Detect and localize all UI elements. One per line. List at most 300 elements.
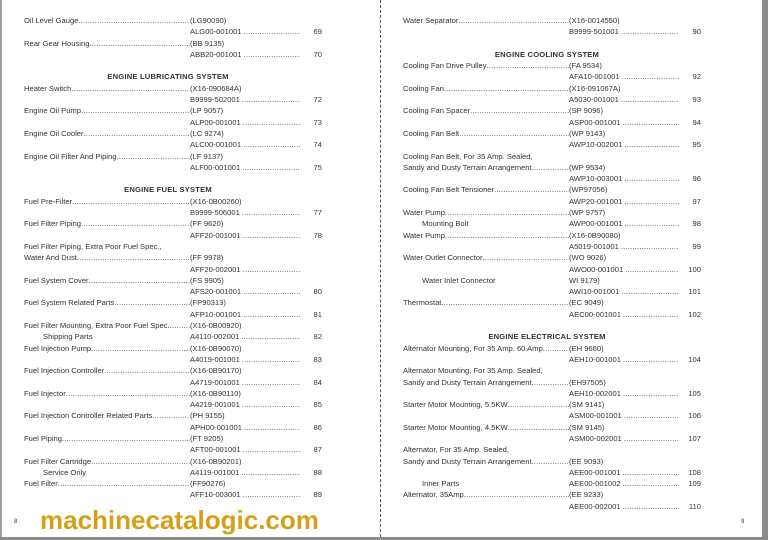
dot-leader	[623, 478, 679, 489]
entry-title-cell	[403, 71, 569, 82]
entry-title-cell	[24, 139, 190, 150]
entry-title-cell	[403, 501, 569, 512]
page-reference[interactable]	[679, 377, 701, 388]
dot-leader	[543, 343, 569, 354]
entry-title[interactable]: Fuel Piping	[24, 433, 62, 443]
page-reference[interactable]: 97	[692, 196, 701, 206]
page-reference[interactable]	[679, 105, 701, 116]
page-reference[interactable]: 70	[313, 49, 322, 59]
page-reference[interactable]	[300, 297, 322, 308]
entry-title-cell	[403, 444, 569, 455]
page-divider	[380, 0, 381, 537]
page-reference[interactable]: 94	[692, 117, 701, 127]
page-number-left: 8	[14, 519, 18, 525]
page-reference[interactable]: 110	[688, 501, 701, 511]
page-reference[interactable]	[300, 252, 322, 263]
part-code: B9999-501001	[569, 27, 619, 37]
entry-title-cell	[24, 275, 190, 286]
entry-title-cell	[403, 388, 569, 399]
entry-title-cell	[403, 343, 569, 354]
index-entry	[403, 297, 703, 308]
part-code: AEE00-001001	[569, 467, 621, 477]
entry-title[interactable]: Heater Switch	[24, 83, 72, 93]
entry-title[interactable]: Fuel Filter Piping	[24, 219, 81, 229]
page-reference[interactable]: 102	[688, 309, 701, 319]
page-reference[interactable]: 101	[688, 287, 701, 297]
part-code: (X16-090684A)	[190, 83, 242, 93]
page-reference[interactable]: 78	[313, 230, 322, 240]
dot-leader	[89, 275, 190, 286]
entry-title[interactable]: Fuel System Cover	[24, 275, 89, 285]
entry-title-cell	[403, 139, 569, 150]
part-code: (X16-0B00260)	[190, 196, 242, 206]
entry-code-cell	[190, 467, 300, 478]
dot-leader	[242, 94, 300, 105]
entry-title[interactable]: Alternator, 35Amp	[403, 490, 464, 500]
page-reference[interactable]: 99	[692, 241, 701, 251]
entry-title[interactable]: Mounting Bolt	[422, 219, 469, 229]
page-reference[interactable]	[679, 365, 701, 376]
dot-leader	[624, 433, 679, 444]
dot-leader	[242, 207, 300, 218]
entry-code-cell	[569, 467, 679, 478]
entry-title-cell	[403, 275, 569, 286]
dot-leader	[242, 399, 300, 410]
entry-code-cell	[190, 399, 300, 410]
section-heading: ENGINE COOLING SYSTEM	[494, 49, 600, 59]
page-reference[interactable]	[679, 399, 701, 410]
entry-title[interactable]: Fuel Injection Controller Related Parts	[24, 411, 153, 421]
page-reference[interactable]: 89	[313, 490, 322, 500]
entry-code-cell	[569, 388, 679, 399]
dot-leader	[244, 422, 300, 433]
page-reference[interactable]: 107	[688, 433, 701, 443]
index-entry	[403, 184, 703, 195]
part-code: (LF 9137)	[190, 151, 223, 161]
page-reference[interactable]	[679, 83, 701, 94]
index-entry	[403, 151, 703, 162]
part-code: (X16-0014550)	[569, 16, 620, 25]
dot-leader	[84, 128, 190, 139]
entry-title[interactable]: Fuel Pre-Filter	[24, 196, 73, 206]
blank-line	[24, 173, 324, 184]
entry-title[interactable]: Cooling Fan Belt Tensioner	[403, 185, 495, 195]
page-reference[interactable]	[679, 297, 701, 308]
entry-title[interactable]: Shipping Parts	[43, 332, 93, 342]
index-entry	[24, 117, 324, 128]
page-reference[interactable]	[300, 38, 322, 49]
dot-leader	[624, 410, 679, 421]
page-reference[interactable]	[679, 275, 701, 286]
entry-code-cell	[190, 478, 300, 489]
part-code: (LC 9274)	[190, 128, 224, 138]
dot-leader	[623, 354, 679, 365]
entry-title[interactable]: Sandy and Dusty Terrain Arrangement	[403, 377, 532, 387]
dot-leader	[445, 207, 569, 218]
page-reference[interactable]	[300, 83, 322, 94]
part-code: APH00-001001	[190, 422, 242, 432]
page-reference[interactable]: 69	[313, 27, 322, 37]
page-reference[interactable]	[300, 410, 322, 421]
page-reference[interactable]	[300, 343, 322, 354]
entry-title[interactable]: Alternator, For 35 Amp. Sealed,	[403, 445, 509, 455]
page-reference[interactable]	[679, 489, 701, 500]
entry-code-cell	[569, 241, 679, 252]
part-code: AWI10-001001	[569, 287, 620, 297]
entry-title-cell	[403, 489, 569, 500]
part-code: (FF 9978)	[190, 253, 224, 263]
entry-title[interactable]: Cooling Fan Drive Pulley	[403, 61, 487, 71]
index-entry	[24, 444, 324, 455]
dot-leader	[444, 83, 569, 94]
entry-title[interactable]: Rear Gear Housing	[24, 38, 90, 48]
part-code: AWP10-002001	[569, 140, 623, 150]
page-reference[interactable]	[300, 151, 322, 162]
page-reference[interactable]	[300, 264, 322, 275]
entry-code-cell	[190, 139, 300, 150]
index-entry	[403, 354, 703, 365]
entry-code-cell	[190, 297, 300, 308]
index-entry	[24, 139, 324, 150]
dot-leader	[170, 320, 190, 331]
page-reference[interactable]	[300, 128, 322, 139]
entry-title[interactable]: Water Pump	[403, 230, 445, 240]
index-entry	[24, 275, 324, 286]
page-reference[interactable]: 100	[688, 264, 701, 274]
page-reference[interactable]	[300, 388, 322, 399]
index-entry	[24, 196, 324, 207]
dot-leader	[622, 71, 679, 82]
page-reference[interactable]: 85	[313, 400, 322, 410]
entry-title-cell	[24, 151, 190, 162]
entry-title[interactable]: Water And Dust	[24, 253, 77, 263]
entry-code-cell	[569, 489, 679, 500]
page-reference[interactable]: 96	[692, 174, 701, 184]
part-code: AFF20-002001	[190, 264, 241, 274]
entry-title-cell	[403, 207, 569, 218]
section-heading: ENGINE LUBRICATING SYSTEM	[107, 72, 229, 82]
entry-title-cell	[403, 173, 569, 184]
entry-title-cell	[403, 399, 569, 410]
page-reference[interactable]: 92	[692, 72, 701, 82]
page-reference[interactable]: 83	[313, 354, 322, 364]
part-code: ASM00-002001	[569, 433, 622, 443]
page-reference[interactable]: 93	[692, 95, 701, 105]
entry-title-cell	[403, 83, 569, 94]
part-code: B9999-506001	[190, 208, 240, 218]
dot-leader	[624, 139, 679, 150]
entry-code-cell	[569, 478, 679, 489]
entry-title-cell	[403, 309, 569, 320]
entry-title-cell	[24, 49, 190, 60]
index-entry	[24, 286, 324, 297]
scrollbar[interactable]	[762, 0, 768, 540]
entry-title-cell	[24, 422, 190, 433]
page-reference[interactable]: 75	[313, 162, 322, 172]
page-reference[interactable]: 84	[313, 377, 322, 387]
left-page-index	[24, 15, 324, 501]
page-reference[interactable]	[679, 207, 701, 218]
dot-leader	[62, 433, 190, 444]
page-reference[interactable]	[300, 105, 322, 116]
part-code: ALP00-001001	[190, 117, 241, 127]
index-entry	[403, 230, 703, 241]
page-reference[interactable]: 108	[688, 467, 701, 477]
part-code: (FS 9905)	[190, 275, 224, 285]
entry-title-cell	[403, 105, 569, 116]
page-reference[interactable]: 74	[313, 140, 322, 150]
entry-code-cell	[569, 15, 679, 26]
entry-title[interactable]: Alternator Mounting, For 35 Amp. 60 Amp	[403, 343, 543, 353]
page-reference[interactable]	[679, 162, 701, 173]
dot-leader	[624, 173, 679, 184]
entry-title-cell	[24, 196, 190, 207]
index-entry	[403, 139, 703, 150]
entry-title-cell	[403, 162, 569, 173]
page-reference[interactable]	[300, 433, 322, 444]
dot-leader	[77, 252, 190, 263]
entry-title[interactable]: Cooling Fan	[403, 83, 444, 93]
index-entry	[24, 410, 324, 421]
dot-leader	[104, 365, 190, 376]
page-reference[interactable]	[679, 60, 701, 71]
entry-title[interactable]: Cooling Fan Belt	[403, 128, 460, 138]
entry-code-cell	[569, 433, 679, 444]
part-code: A4119-001001	[190, 467, 240, 477]
entry-title[interactable]: Fuel Injector	[24, 388, 66, 398]
page-reference[interactable]: 80	[313, 287, 322, 297]
part-code: (EE 9233)	[569, 490, 604, 500]
page-reference[interactable]: 106	[688, 411, 701, 421]
page-reference[interactable]: 105	[688, 388, 701, 398]
entry-title-cell	[24, 433, 190, 444]
page-reference[interactable]	[300, 456, 322, 467]
entry-code-cell	[569, 264, 679, 275]
entry-title-cell	[24, 207, 190, 218]
page-reference[interactable]	[679, 230, 701, 241]
entry-code-cell	[190, 26, 300, 37]
page-reference[interactable]: 95	[692, 140, 701, 150]
dot-leader	[241, 331, 300, 342]
part-code: (LP 9057)	[190, 106, 224, 116]
entry-title-cell	[24, 218, 190, 229]
entry-title[interactable]: Oil Level Gauge	[24, 16, 79, 25]
entry-title-cell	[24, 105, 190, 116]
entry-title[interactable]: Engine Oil Cooler	[24, 128, 84, 138]
entry-code-cell	[569, 162, 679, 173]
page-reference[interactable]: 104	[688, 354, 701, 364]
page-reference[interactable]	[679, 128, 701, 139]
page-reference[interactable]	[300, 15, 322, 26]
part-code: (WP 9143)	[569, 128, 606, 138]
entry-code-cell	[569, 218, 679, 229]
section-heading: ENGINE ELECTRICAL SYSTEM	[488, 332, 606, 342]
page-reference[interactable]	[300, 320, 322, 331]
entry-title[interactable]: Thermostat	[403, 298, 442, 308]
page-reference[interactable]	[679, 422, 701, 433]
entry-title[interactable]: Water Separator	[403, 16, 459, 25]
part-code: AWP10-003001	[569, 174, 623, 184]
entry-code-cell	[190, 94, 300, 105]
dot-leader	[445, 230, 569, 241]
entry-title-cell	[24, 467, 190, 478]
entry-title[interactable]: Fuel System Related Parts	[24, 298, 115, 308]
part-code: AFF20-001001	[190, 230, 241, 240]
part-code: A5030-001001	[569, 95, 619, 105]
page-reference[interactable]	[679, 343, 701, 354]
entry-title-cell	[403, 128, 569, 139]
page-reference[interactable]	[300, 196, 322, 207]
entry-title[interactable]: Fuel Filter Piping, Extra Poor Fuel Spec.,	[24, 241, 162, 251]
page-reference[interactable]: 90	[692, 27, 701, 37]
entry-title-cell	[24, 478, 190, 489]
dot-leader	[621, 94, 679, 105]
page-reference[interactable]: 81	[313, 309, 322, 319]
entry-title-cell	[24, 320, 190, 331]
page-reference[interactable]: 77	[313, 208, 322, 218]
entry-code-cell	[569, 399, 679, 410]
page-reference[interactable]	[679, 15, 701, 26]
index-entry	[403, 501, 703, 512]
entry-title[interactable]: Sandy and Dusty Terrain Arrangement	[403, 162, 532, 172]
index-entry	[403, 275, 703, 286]
part-code: AEH10-001001	[569, 354, 621, 364]
index-entry	[403, 264, 703, 275]
dot-leader	[621, 26, 679, 37]
entry-code-cell	[190, 218, 300, 229]
entry-title-cell	[24, 365, 190, 376]
part-code: AEH10-002001	[569, 388, 621, 398]
entry-title-cell	[24, 388, 190, 399]
index-entry	[24, 365, 324, 376]
entry-code-cell	[569, 410, 679, 421]
entry-code-cell	[569, 71, 679, 82]
entry-title[interactable]: Fuel Filter Mounting, Extra Poor Fuel Spec.	[24, 321, 170, 331]
page-reference[interactable]	[300, 478, 322, 489]
entry-title[interactable]: Alternator Mounting, For 35 Amp. Sealed,	[403, 366, 543, 376]
entry-title-cell	[24, 83, 190, 94]
dot-leader	[623, 501, 679, 512]
index-entry	[24, 264, 324, 275]
part-code: (FF 9620)	[190, 219, 224, 229]
page-reference[interactable]	[679, 184, 701, 195]
page-reference[interactable]: 98	[692, 219, 701, 229]
entry-title-cell	[24, 354, 190, 365]
entry-title[interactable]: Sandy and Dusty Terrain Arrangement	[403, 456, 532, 466]
page-reference[interactable]: 109	[688, 479, 701, 489]
index-entry	[24, 433, 324, 444]
part-code: (WP 9534)	[569, 162, 606, 172]
dot-leader	[494, 184, 569, 195]
index-entry	[24, 241, 324, 252]
page-reference[interactable]	[300, 241, 322, 252]
entry-title[interactable]: Starter Motor Mounting, 4.5KW	[403, 422, 508, 432]
index-entry	[403, 399, 703, 410]
part-code: (EE 9093)	[569, 456, 604, 466]
entry-title[interactable]: Fuel Filter	[24, 479, 58, 489]
entry-title[interactable]: Fuel Filter Cartridge	[24, 456, 92, 466]
entry-title-cell	[403, 15, 569, 26]
right-page-index	[403, 15, 703, 512]
entry-title[interactable]: Water Inlet Connector	[422, 275, 496, 285]
page-reference[interactable]	[679, 444, 701, 455]
blank-line	[24, 60, 324, 71]
entry-title[interactable]: Water Outlet Connector	[403, 253, 483, 263]
dot-leader	[508, 399, 569, 410]
entry-title[interactable]: Cooling Fan Spacer	[403, 106, 471, 116]
entry-title[interactable]: Fuel Injection Pump	[24, 343, 92, 353]
index-entry	[403, 444, 703, 455]
entry-title[interactable]: Service Only	[43, 467, 87, 477]
entry-code-cell	[190, 354, 300, 365]
page-reference[interactable]	[679, 151, 701, 162]
index-entry	[403, 71, 703, 82]
entry-title-cell	[24, 286, 190, 297]
page-reference[interactable]	[300, 365, 322, 376]
part-code: AFT00-001001	[190, 445, 241, 455]
entry-title-cell	[403, 377, 569, 388]
entry-code-cell	[190, 388, 300, 399]
page-reference[interactable]	[300, 218, 322, 229]
page-reference[interactable]: 86	[313, 422, 322, 432]
entry-title-cell	[24, 230, 190, 241]
dot-leader	[152, 410, 190, 421]
index-entry	[24, 207, 324, 218]
entry-code-cell	[569, 230, 679, 241]
part-code: (EH 9660)	[569, 343, 604, 353]
dot-leader	[625, 264, 679, 275]
entry-code-cell	[190, 49, 300, 60]
page-reference[interactable]: 88	[313, 467, 322, 477]
entry-code-cell	[569, 444, 679, 455]
entry-code-cell	[569, 456, 679, 467]
entry-code-cell	[190, 331, 300, 342]
page-reference[interactable]: 87	[313, 445, 322, 455]
page-reference[interactable]: 73	[313, 117, 322, 127]
entry-title-cell	[24, 343, 190, 354]
entry-title[interactable]: Cooling Fan Belt, For 35 Amp. Sealed,	[403, 151, 533, 161]
entry-title-cell	[403, 184, 569, 195]
entry-title[interactable]: Water Pump	[403, 208, 445, 218]
index-entry	[403, 343, 703, 354]
entry-title[interactable]: Engine Oil Filter And Piping	[24, 151, 117, 161]
part-code: AWP20-001001	[569, 196, 623, 206]
entry-title[interactable]: Inner Parts	[422, 479, 460, 489]
index-entry	[403, 207, 703, 218]
entry-title[interactable]: Starter Motor Mounting, 5.5KW	[403, 400, 508, 410]
index-entry	[403, 489, 703, 500]
entry-title[interactable]: Fuel Injection Controller	[24, 366, 105, 376]
entry-title[interactable]: Engine Oil Pump	[24, 106, 81, 116]
index-entry	[403, 162, 703, 173]
dot-leader	[621, 286, 679, 297]
dot-leader	[623, 117, 679, 128]
part-code: ALC00-001001	[190, 140, 242, 150]
page-reference[interactable]	[679, 456, 701, 467]
part-code: AWP00-001001	[569, 219, 623, 229]
index-entry	[403, 60, 703, 71]
section-heading: ENGINE FUEL SYSTEM	[124, 185, 212, 195]
part-code: (FP90313)	[190, 298, 226, 308]
page-reference[interactable]	[300, 275, 322, 286]
entry-title-cell	[403, 433, 569, 444]
page-reference[interactable]: 82	[313, 332, 322, 342]
page-reference[interactable]: 72	[313, 95, 322, 105]
part-code: (X16-0B00920)	[190, 321, 242, 331]
page-reference[interactable]	[679, 252, 701, 263]
index-entry	[403, 309, 703, 320]
index-entry	[24, 456, 324, 467]
